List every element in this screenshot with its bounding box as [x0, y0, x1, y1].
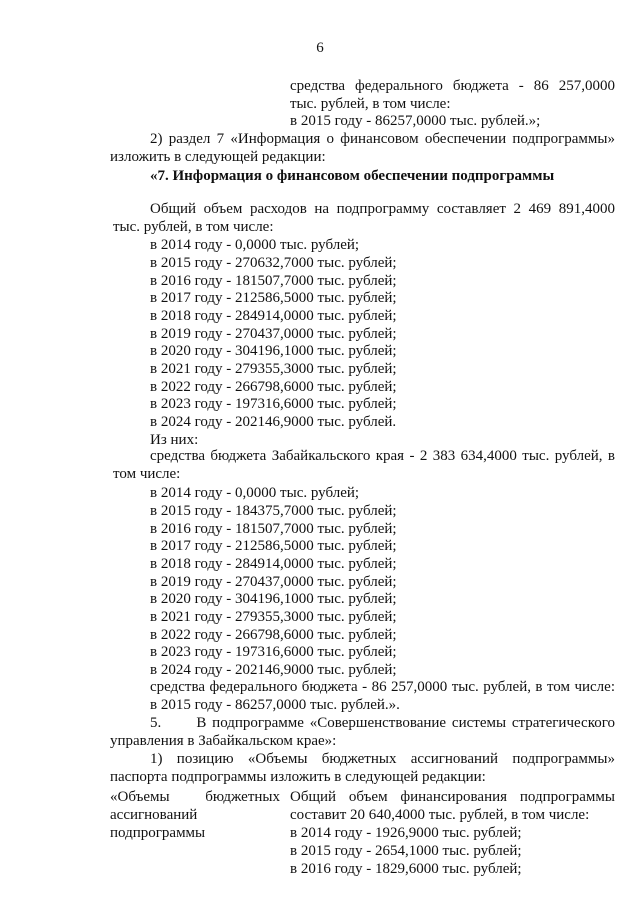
- item2-line2: изложить в следующей редакции:: [110, 149, 326, 165]
- year-total-2021: в 2021 году - 279355,3000 тыс. рублей;: [150, 361, 397, 377]
- total-line2: тыс. рублей, в том числе:: [113, 219, 274, 235]
- regional-line1: средства бюджета Забайкальского края - 2 383 634,4000 тыс. рублей, в: [150, 448, 615, 464]
- year-total-2023: в 2023 году - 197316,6000 тыс. рублей;: [150, 396, 397, 412]
- year-total-2019: в 2019 году - 270437,0000 тыс. рублей;: [150, 326, 397, 342]
- table-left-row3: подпрограммы: [110, 825, 206, 841]
- table-right-line2: составит 20 640,4000 тыс. рублей, в том числе:: [290, 807, 590, 823]
- year-regional-2022: в 2022 году - 266798,6000 тыс. рублей;: [150, 627, 397, 643]
- year-regional-2015: в 2015 году - 184375,7000 тыс. рублей;: [150, 503, 397, 519]
- regional-line2: том числе:: [113, 466, 181, 482]
- year-regional-2017: в 2017 году - 212586,5000 тыс. рублей;: [150, 538, 397, 554]
- year-regional-2024: в 2024 году - 202146,9000 тыс. рублей;: [150, 662, 397, 678]
- year-regional-2020: в 2020 году - 304196,1000 тыс. рублей;: [150, 591, 397, 607]
- table-right-2015: в 2015 году - 2654,1000 тыс. рублей;: [290, 843, 522, 859]
- item2-line1: 2) раздел 7 «Информация о финансовом обеспечении подпрограммы»: [150, 131, 615, 147]
- item5-sub1-line2: паспорта подпрограммы изложить в следующей редакции:: [110, 769, 486, 785]
- table-right-2016: в 2016 году - 1829,6000 тыс. рублей;: [290, 861, 522, 877]
- table-left-row2: ассигнований: [110, 807, 198, 823]
- year-total-2022: в 2022 году - 266798,6000 тыс. рублей;: [150, 379, 397, 395]
- year-total-2017: в 2017 году - 212586,5000 тыс. рублей;: [150, 290, 397, 306]
- year-total-2020: в 2020 году - 304196,1000 тыс. рублей;: [150, 343, 397, 359]
- page-number: 6: [316, 40, 324, 56]
- year-regional-2021: в 2021 году - 279355,3000 тыс. рублей;: [150, 609, 397, 625]
- table-right-line1: Общий объем финансирования подпрограммы: [290, 789, 615, 805]
- federal-2015-line: в 2015 году - 86257,0000 тыс. рублей.».: [150, 697, 400, 713]
- section-title: «7. Информация о финансовом обеспечении подпрограммы: [150, 168, 555, 184]
- year-total-2018: в 2018 году - 284914,0000 тыс. рублей;: [150, 308, 397, 324]
- year-regional-2016: в 2016 году - 181507,7000 тыс. рублей;: [150, 521, 397, 537]
- year-total-2016: в 2016 году - 181507,7000 тыс. рублей;: [150, 273, 397, 289]
- year-total-2014: в 2014 году - 0,0000 тыс. рублей;: [150, 237, 360, 253]
- item5-line1: 5. В подпрограмме «Совершенствование системы стратегического: [150, 715, 615, 731]
- top-thousand-line: тыс. рублей, в том числе:: [290, 96, 451, 112]
- of-them-label: Из них:: [150, 432, 199, 448]
- table-right-2014: в 2014 году - 1926,9000 тыс. рублей;: [290, 825, 522, 841]
- year-regional-2014: в 2014 году - 0,0000 тыс. рублей;: [150, 485, 360, 501]
- year-total-2015: в 2015 году - 270632,7000 тыс. рублей;: [150, 255, 397, 271]
- federal-line: средства федерального бюджета - 86 257,0000 тыс. рублей, в том числе:: [150, 679, 615, 695]
- year-regional-2019: в 2019 году - 270437,0000 тыс. рублей;: [150, 574, 397, 590]
- top-federal-line: средства федерального бюджета - 86 257,0000: [290, 78, 615, 94]
- table-left-row1: «Объемы бюджетных: [110, 789, 280, 805]
- year-regional-2023: в 2023 году - 197316,6000 тыс. рублей;: [150, 644, 397, 660]
- item5-line2: управления в Забайкальском крае»:: [110, 733, 337, 749]
- year-regional-2018: в 2018 году - 284914,0000 тыс. рублей;: [150, 556, 397, 572]
- total-line1: Общий объем расходов на подпрограмму составляет 2 469 891,4000: [150, 201, 615, 217]
- year-total-2024: в 2024 году - 202146,9000 тыс. рублей.: [150, 414, 397, 430]
- top-2015-line: в 2015 году - 86257,0000 тыс. рублей.»;: [290, 113, 541, 129]
- item5-sub1-line1: 1) позицию «Объемы бюджетных ассигнований подпрограммы»: [150, 751, 615, 767]
